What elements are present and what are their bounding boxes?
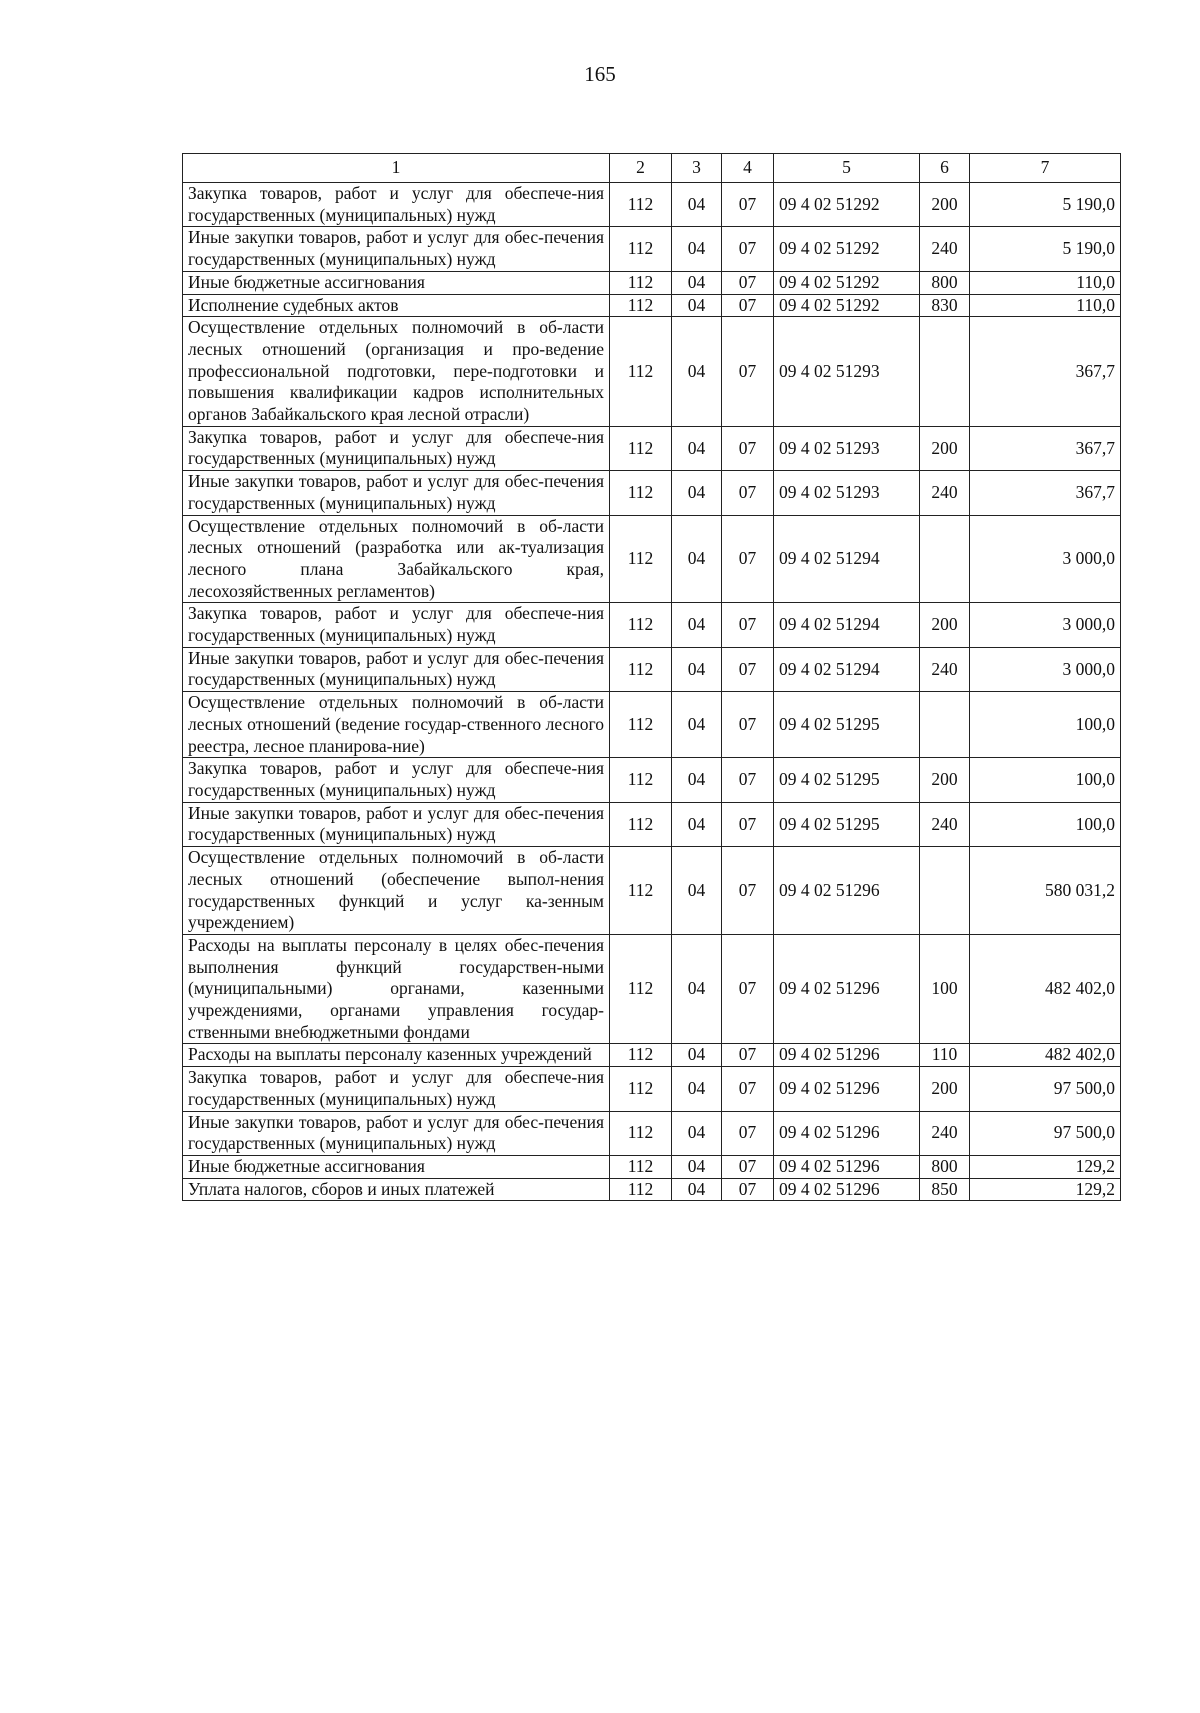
ministry-code-cell: 112 (610, 183, 672, 227)
header-cell: 6 (920, 154, 970, 183)
ministry-code-cell: 112 (610, 1111, 672, 1155)
ministry-code-cell: 112 (610, 1178, 672, 1201)
section-code-cell: 04 (672, 758, 722, 802)
subsection-code-cell: 07 (722, 183, 774, 227)
table-row (183, 471, 1121, 515)
table-row (183, 603, 1121, 647)
row-name-cell: Закупка товаров, работ и услуг для обеспече-ния государственных (муниципальных) нужд (183, 603, 610, 647)
row-name-cell: Иные бюджетные ассигнования (183, 1155, 610, 1178)
table-row (183, 758, 1121, 802)
header-cell: 5 (774, 154, 920, 183)
table-row (183, 934, 1121, 1044)
expense-type-cell (920, 317, 970, 427)
section-code-cell: 04 (672, 647, 722, 691)
header-cell: 3 (672, 154, 722, 183)
target-article-cell: 09 4 02 51294 (774, 647, 920, 691)
subsection-code-cell: 07 (722, 471, 774, 515)
ministry-code-cell: 112 (610, 515, 672, 603)
header-cell: 4 (722, 154, 774, 183)
row-name-cell: Иные закупки товаров, работ и услуг для обес-печения государственных (муниципальных) нужд (183, 647, 610, 691)
amount-cell: 110,0 (970, 271, 1121, 294)
amount-cell: 580 031,2 (970, 847, 1121, 935)
target-article-cell: 09 4 02 51293 (774, 426, 920, 470)
subsection-code-cell: 07 (722, 1111, 774, 1155)
section-code-cell: 04 (672, 1155, 722, 1178)
subsection-code-cell: 07 (722, 802, 774, 846)
header-cell: 2 (610, 154, 672, 183)
table-row (183, 317, 1121, 427)
subsection-code-cell: 07 (722, 271, 774, 294)
amount-cell: 367,7 (970, 317, 1121, 427)
section-code-cell: 04 (672, 515, 722, 603)
table-row (183, 271, 1121, 294)
target-article-cell: 09 4 02 51292 (774, 271, 920, 294)
row-name-cell: Осуществление отдельных полномочий в об-ласти лесных отношений (обеспечение выпол-нения государственных функций и услуг ка-зенным учреждением) (183, 847, 610, 935)
amount-cell: 100,0 (970, 758, 1121, 802)
target-article-cell: 09 4 02 51292 (774, 294, 920, 317)
table-row (183, 1178, 1121, 1201)
table-row (183, 515, 1121, 603)
expense-type-cell (920, 515, 970, 603)
ministry-code-cell: 112 (610, 603, 672, 647)
ministry-code-cell: 112 (610, 271, 672, 294)
amount-cell: 482 402,0 (970, 934, 1121, 1044)
amount-cell: 110,0 (970, 294, 1121, 317)
subsection-code-cell: 07 (722, 294, 774, 317)
amount-cell: 129,2 (970, 1178, 1121, 1201)
subsection-code-cell: 07 (722, 603, 774, 647)
ministry-code-cell: 112 (610, 426, 672, 470)
section-code-cell: 04 (672, 692, 722, 758)
target-article-cell: 09 4 02 51295 (774, 692, 920, 758)
row-name-cell: Иные закупки товаров, работ и услуг для обес-печения государственных (муниципальных) нужд (183, 471, 610, 515)
subsection-code-cell: 07 (722, 847, 774, 935)
table-row (183, 183, 1121, 227)
section-code-cell: 04 (672, 317, 722, 427)
amount-cell: 97 500,0 (970, 1111, 1121, 1155)
target-article-cell: 09 4 02 51296 (774, 1067, 920, 1111)
subsection-code-cell: 07 (722, 692, 774, 758)
target-article-cell: 09 4 02 51292 (774, 183, 920, 227)
expense-type-cell (920, 847, 970, 935)
amount-cell: 367,7 (970, 471, 1121, 515)
amount-cell: 3 000,0 (970, 647, 1121, 691)
table-row (183, 1111, 1121, 1155)
subsection-code-cell: 07 (722, 1067, 774, 1111)
target-article-cell: 09 4 02 51294 (774, 515, 920, 603)
expense-type-cell: 240 (920, 1111, 970, 1155)
section-code-cell: 04 (672, 1178, 722, 1201)
expense-type-cell: 800 (920, 1155, 970, 1178)
subsection-code-cell: 07 (722, 758, 774, 802)
section-code-cell: 04 (672, 934, 722, 1044)
ministry-code-cell: 112 (610, 1044, 672, 1067)
expense-type-cell: 110 (920, 1044, 970, 1067)
expense-type-cell: 240 (920, 471, 970, 515)
ministry-code-cell: 112 (610, 934, 672, 1044)
expense-type-cell: 240 (920, 227, 970, 271)
expense-type-cell (920, 692, 970, 758)
expense-type-cell: 240 (920, 802, 970, 846)
section-code-cell: 04 (672, 294, 722, 317)
section-code-cell: 04 (672, 847, 722, 935)
subsection-code-cell: 07 (722, 647, 774, 691)
row-name-cell: Осуществление отдельных полномочий в об-ласти лесных отношений (разработка или ак-туализация лесного плана Забайкальского края, лесохозяйственных регламентов) (183, 515, 610, 603)
target-article-cell: 09 4 02 51292 (774, 227, 920, 271)
table-row (183, 227, 1121, 271)
amount-cell: 100,0 (970, 692, 1121, 758)
table-row (183, 294, 1121, 317)
target-article-cell: 09 4 02 51296 (774, 1111, 920, 1155)
table-row (183, 647, 1121, 691)
target-article-cell: 09 4 02 51295 (774, 802, 920, 846)
ministry-code-cell: 112 (610, 647, 672, 691)
table-row (183, 692, 1121, 758)
expense-type-cell: 200 (920, 1067, 970, 1111)
amount-cell: 100,0 (970, 802, 1121, 846)
ministry-code-cell: 112 (610, 227, 672, 271)
row-name-cell: Иные закупки товаров, работ и услуг для обес-печения государственных (муниципальных) нужд (183, 802, 610, 846)
amount-cell: 129,2 (970, 1155, 1121, 1178)
ministry-code-cell: 112 (610, 847, 672, 935)
expense-type-cell: 200 (920, 183, 970, 227)
ministry-code-cell: 112 (610, 802, 672, 846)
target-article-cell: 09 4 02 51293 (774, 317, 920, 427)
row-name-cell: Закупка товаров, работ и услуг для обеспече-ния государственных (муниципальных) нужд (183, 758, 610, 802)
table-row (183, 1067, 1121, 1111)
target-article-cell: 09 4 02 51296 (774, 847, 920, 935)
table-body (183, 183, 1121, 1201)
table-row (183, 802, 1121, 846)
section-code-cell: 04 (672, 1044, 722, 1067)
subsection-code-cell: 07 (722, 426, 774, 470)
target-article-cell: 09 4 02 51296 (774, 1044, 920, 1067)
ministry-code-cell: 112 (610, 692, 672, 758)
target-article-cell: 09 4 02 51296 (774, 1178, 920, 1201)
subsection-code-cell: 07 (722, 1155, 774, 1178)
amount-cell: 3 000,0 (970, 603, 1121, 647)
row-name-cell: Расходы на выплаты персоналу казенных учреждений (183, 1044, 610, 1067)
row-name-cell: Закупка товаров, работ и услуг для обеспече-ния государственных (муниципальных) нужд (183, 183, 610, 227)
ministry-code-cell: 112 (610, 294, 672, 317)
expense-type-cell: 200 (920, 603, 970, 647)
row-name-cell: Иные бюджетные ассигнования (183, 271, 610, 294)
expense-type-cell: 240 (920, 647, 970, 691)
expense-type-cell: 200 (920, 758, 970, 802)
row-name-cell: Расходы на выплаты персоналу в целях обес-печения выполнения функций государствен-ными (муниципальными) органами, казенными учреждениями, органами управления государ-ственными внебюджетными фондами (183, 934, 610, 1044)
amount-cell: 97 500,0 (970, 1067, 1121, 1111)
expense-type-cell: 200 (920, 426, 970, 470)
table-row (183, 426, 1121, 470)
table-row (183, 1155, 1121, 1178)
row-name-cell: Исполнение судебных актов (183, 294, 610, 317)
section-code-cell: 04 (672, 271, 722, 294)
section-code-cell: 04 (672, 603, 722, 647)
expense-type-cell: 800 (920, 271, 970, 294)
ministry-code-cell: 112 (610, 1067, 672, 1111)
row-name-cell: Уплата налогов, сборов и иных платежей (183, 1178, 610, 1201)
expense-type-cell: 100 (920, 934, 970, 1044)
row-name-cell: Иные закупки товаров, работ и услуг для обес-печения государственных (муниципальных) нужд (183, 227, 610, 271)
amount-cell: 367,7 (970, 426, 1121, 470)
row-name-cell: Осуществление отдельных полномочий в об-ласти лесных отношений (организация и про-ведение профессиональной подготовки, пере-подготовки и повышения квалификации кадров исполнительных органов Забайкальского края лесной отрасли) (183, 317, 610, 427)
amount-cell: 5 190,0 (970, 227, 1121, 271)
section-code-cell: 04 (672, 426, 722, 470)
section-code-cell: 04 (672, 1111, 722, 1155)
header-cell: 7 (970, 154, 1121, 183)
section-code-cell: 04 (672, 471, 722, 515)
target-article-cell: 09 4 02 51295 (774, 758, 920, 802)
amount-cell: 5 190,0 (970, 183, 1121, 227)
target-article-cell: 09 4 02 51294 (774, 603, 920, 647)
section-code-cell: 04 (672, 183, 722, 227)
target-article-cell: 09 4 02 51293 (774, 471, 920, 515)
target-article-cell: 09 4 02 51296 (774, 1155, 920, 1178)
ministry-code-cell: 112 (610, 317, 672, 427)
table-row (183, 1044, 1121, 1067)
row-name-cell: Закупка товаров, работ и услуг для обеспече-ния государственных (муниципальных) нужд (183, 426, 610, 470)
ministry-code-cell: 112 (610, 758, 672, 802)
row-name-cell: Закупка товаров, работ и услуг для обеспече-ния государственных (муниципальных) нужд (183, 1067, 610, 1111)
page-number: 165 (584, 62, 616, 86)
subsection-code-cell: 07 (722, 1178, 774, 1201)
header-row (183, 154, 1121, 183)
expense-type-cell: 830 (920, 294, 970, 317)
subsection-code-cell: 07 (722, 515, 774, 603)
section-code-cell: 04 (672, 802, 722, 846)
subsection-code-cell: 07 (722, 1044, 774, 1067)
amount-cell: 3 000,0 (970, 515, 1121, 603)
section-code-cell: 04 (672, 1067, 722, 1111)
table-row (183, 847, 1121, 935)
subsection-code-cell: 07 (722, 317, 774, 427)
subsection-code-cell: 07 (722, 934, 774, 1044)
expense-type-cell: 850 (920, 1178, 970, 1201)
amount-cell: 482 402,0 (970, 1044, 1121, 1067)
budget-table (182, 153, 1121, 1201)
row-name-cell: Осуществление отдельных полномочий в об-ласти лесных отношений (ведение государ-ственного лесного реестра, лесное планирова-ние) (183, 692, 610, 758)
header-cell: 1 (183, 154, 610, 183)
ministry-code-cell: 112 (610, 471, 672, 515)
target-article-cell: 09 4 02 51296 (774, 934, 920, 1044)
row-name-cell: Иные закупки товаров, работ и услуг для обес-печения государственных (муниципальных) нужд (183, 1111, 610, 1155)
ministry-code-cell: 112 (610, 1155, 672, 1178)
section-code-cell: 04 (672, 227, 722, 271)
subsection-code-cell: 07 (722, 227, 774, 271)
